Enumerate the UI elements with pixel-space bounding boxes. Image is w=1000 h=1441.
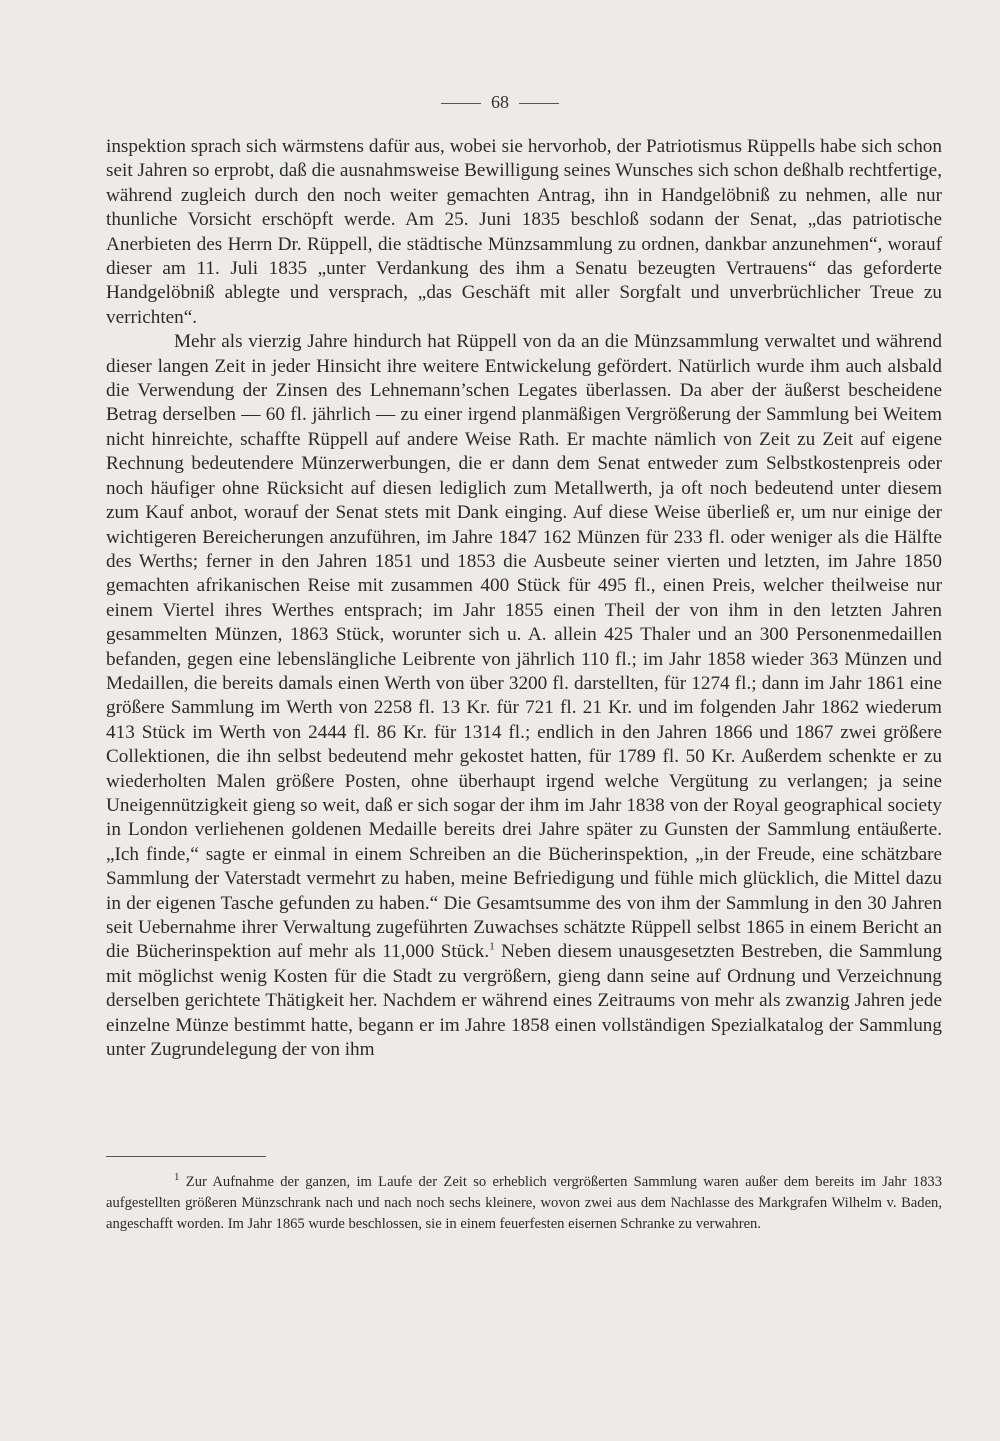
- footnote-1-text: Zur Aufnahme der ganzen, im Laufe der Zeit so erheblich vergrößerten Sammlung waren außer dem bereits im Jahr 1833 aufgestellten größeren Münzschrank nach und nach noch sechs kleinere, wovon zwei aus dem Nachlasse des Markgrafen Wilhelm v. Baden, angeschafft worden. Im Jahr 1865 wurde beschlossen, sie in einem feuerfesten eisernen Schranke zu verwahren.: [106, 1174, 942, 1232]
- footnotes: [106, 1172, 942, 1235]
- left-dash: [441, 103, 481, 104]
- footnote-marker: 1: [174, 1171, 180, 1184]
- paragraph-2: [106, 330, 942, 1062]
- footnote-1: [106, 1172, 942, 1235]
- body-text: [106, 135, 942, 1062]
- paragraph-2-part-2: Neben diesem unausgesetzten Bestreben, die Sammlung mit möglichst wenig Kosten für die Stadt zu vergrößern, gieng dann seine auf Ordnung und Verzeichnung derselben gerichtete Thätigkeit her. Nachdem er während eines Zeitraums von mehr als zwanzig Jahren jede einzelne Münze bestimmt hatte, begann er im Jahre 1858 einen vollständigen Spezialkatalog der Sammlung unter Zugrundelegung der von ihm: [106, 941, 942, 1061]
- page-number: 68: [491, 92, 509, 112]
- footnote-divider: [106, 1156, 266, 1157]
- paragraph-1: inspektion sprach sich wärmstens dafür aus, wobei sie hervorhob, der Patriotismus Rüppells habe sich schon seit Jahren so erprobt, daß die ausnahmsweise Bewilligung seines Wunsches sich schon deßhalb rechtfertige, während zugleich durch den noch weiter gemachten Antrag, ihn in Handgelöbniß zu nehmen, alle nur thunliche Vorsicht erschöpft werde. Am 25. Juni 1835 beschloß sodann der Senat, „das patriotische Anerbieten des Herrn Dr. Rüppell, die städtische Münzsammlung zu ordnen, dankbar anzunehmen“, worauf dieser am 11. Juli 1835 „unter Verdankung des ihm a Senatu bezeugten Vertrauens“ das geforderte Handgelöbniß ablegte und versprach, „das Geschäft mit aller Sorgfalt und unverbrüchlicher Treue zu verrichten“.: [106, 136, 942, 328]
- page-number-header: [0, 92, 1000, 113]
- right-dash: [519, 103, 559, 104]
- footnote-reference: 1: [489, 941, 495, 954]
- paragraph-2-part-1: Mehr als vierzig Jahre hindurch hat Rüppell von da an die Münzsammlung verwaltet und während dieser langen Zeit in jeder Hinsicht ihre weitere Entwickelung gefördert. Natürlich wurde ihm auch alsbald die Verwendung der Zinsen des Lehnemann’schen Legates überlassen. Da aber der äußerst bescheidene Betrag derselben — 60 fl. jährlich — zu einer irgend planmäßigen Vergrößerung der Sammlung bei Weitem nicht hinreichte, schaffte Rüppell auf andere Weise Rath. Er machte nämlich von Zeit zu Zeit auf eigene Rechnung bedeutendere Münzerwerbungen, die er dann dem Senat entweder zum Selbstkostenpreis oder noch häufiger ohne Rücksicht auf diesen lediglich zum Metallwerth, ja oft noch bedeutend unter diesem zum Kauf anbot, worauf der Senat stets mit Dank einging. Auf diese Weise überließ er, um nur einige der wichtigeren Bereicherungen anzuführen, im Jahre 1847 162 Münzen für 233 fl. oder weniger als die Hälfte des Werths; ferner in den Jahren 1851 und 1853 die Ausbeute seiner vierten und letzten, im Jahre 1850 gemachten afrikanischen Reise mit zusammen 400 Stück für 495 fl., einen Preis, welcher theilweise nur einem Viertel ihres Werthes entsprach; im Jahr 1855 einen Theil der von ihm in den letzten Jahren gesammelten Münzen, 1863 Stück, worunter sich u. A. allein 425 Thaler und an 300 Personenmedaillen befanden, gegen eine lebenslängliche Leibrente von jährlich 110 fl.; im Jahr 1858 wieder 363 Münzen und Medaillen, die bereits damals einen Werth von über 3200 fl. darstellten, für 1274 fl.; dann im Jahr 1861 eine größere Sammlung im Werth von 2258 fl. 13 Kr. für 721 fl. 21 Kr. und im folgenden Jahr 1862 wiederum 413 Stück im Werth von 2444 fl. 86 Kr. für 1314 fl.; endlich in den Jahren 1866 und 1867 zwei größere Collektionen, die ihn selbst bedeutend mehr gekostet hatten, für 1789 fl. 50 Kr. Außerdem schenkte er zu wiederholten Malen größere Posten, ohne überhaupt irgend welche Vergütung zu verlangen; ja seine Uneigennützigkeit gieng so weit, daß er sich sogar der ihm im Jahr 1838 von der Royal geographical society in London verliehenen goldenen Medaille bereits drei Jahre später zu Gunsten der Sammlung entäußerte. „Ich finde,“ sagte er einmal in einem Schreiben an die Bücherinspektion, „in der Freude, eine schätzbare Sammlung der Vaterstadt vermehrt zu haben, meine Befriedigung und fühle mich glücklich, die Mittel dazu in der eigenen Tasche gefunden zu haben.“ Die Gesamtsumme des von ihm der Sammlung in den 30 Jahren seit Uebernahme ihrer Verwaltung zugeführten Zuwachses schätzte Rüppell selbst 1865 in einem Bericht an die Bücherinspektion auf mehr als 11,000 Stück.: [106, 331, 942, 963]
